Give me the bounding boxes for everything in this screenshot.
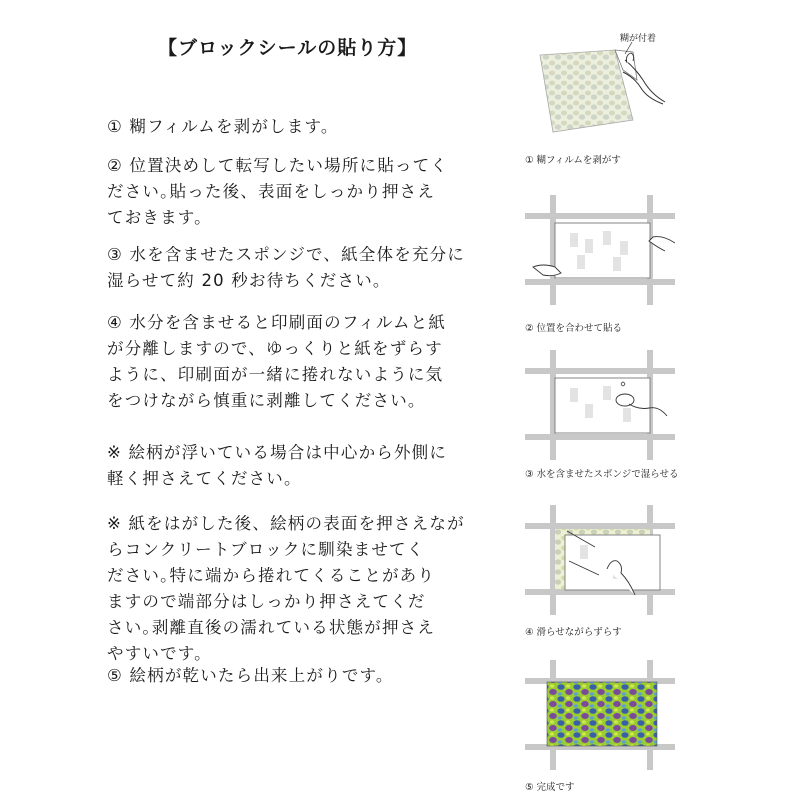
step-line: ださい｡貼った後、表面をしっかり押さえ	[107, 182, 436, 201]
note-line: らコンクリートブロックに馴染ませてく	[107, 540, 425, 559]
step-line: 湿らせて約 20 秒お待ちください。	[107, 271, 391, 290]
note-1	[107, 440, 497, 492]
note-line: 軽く押さえてください。	[107, 469, 302, 488]
note-2	[107, 511, 497, 667]
step-4	[107, 310, 497, 414]
page-title: 【ブロックシールの貼り方】	[158, 37, 418, 59]
note-line: さい｡剥離直後の濡れている状態が押さえ	[107, 618, 436, 637]
step-line: が分離しますので、ゆっくりと紙をずらす	[107, 339, 443, 358]
figure-caption-5: ⑤ 完成です	[525, 782, 575, 793]
note-line: ※ 紙をはがした後、絵柄の表面を押さえなが	[107, 514, 465, 533]
step-line: ② 位置決めして転写したい場所に貼ってく	[107, 156, 449, 175]
step-line: ④ 水分を含ませると印刷面のフィルムと紙	[107, 313, 447, 332]
step-line: ① 糊フィルムを剥がします。	[107, 117, 339, 136]
step-5	[107, 663, 497, 689]
figure-caption-4: ④ 滑らせながらずらす	[525, 627, 622, 638]
step-line: ておきます。	[107, 208, 212, 227]
figure-wet-sponge	[525, 350, 675, 460]
figure-position-stick	[525, 195, 675, 305]
glue-note-label: 糊が付着	[620, 34, 657, 44]
figure-slide-off	[525, 505, 675, 615]
note-line: ※ 絵柄が浮いている場合は中心から外側に	[107, 443, 448, 462]
figure-peel-film	[525, 30, 675, 145]
step-2	[107, 153, 497, 231]
note-line: ますので端部分はしっかり押さえてくだ	[107, 592, 426, 611]
step-line: ⑤ 絵柄が乾いたら出来上がりです。	[107, 666, 394, 685]
figure-caption-3: ③ 水を含ませたスポンジで湿らせる	[525, 469, 679, 480]
step-line: ように、印刷面が一緒に捲れないように気	[107, 365, 444, 384]
figure-complete	[525, 660, 675, 770]
step-1	[107, 114, 497, 140]
figure-caption-1: ① 糊フィルムを剥がす	[525, 155, 621, 166]
step-line: ③ 水を含ませたスポンジで、紙全体を充分に	[107, 245, 465, 264]
note-line: やすいです。	[107, 644, 212, 663]
figure-caption-2: ② 位置を合わせて貼る	[525, 323, 623, 334]
step-3	[107, 242, 497, 294]
note-line: ださい｡特に端から捲れてくることがあり	[107, 566, 436, 585]
step-line: をつけながら慎重に剥離してください。	[107, 391, 426, 410]
